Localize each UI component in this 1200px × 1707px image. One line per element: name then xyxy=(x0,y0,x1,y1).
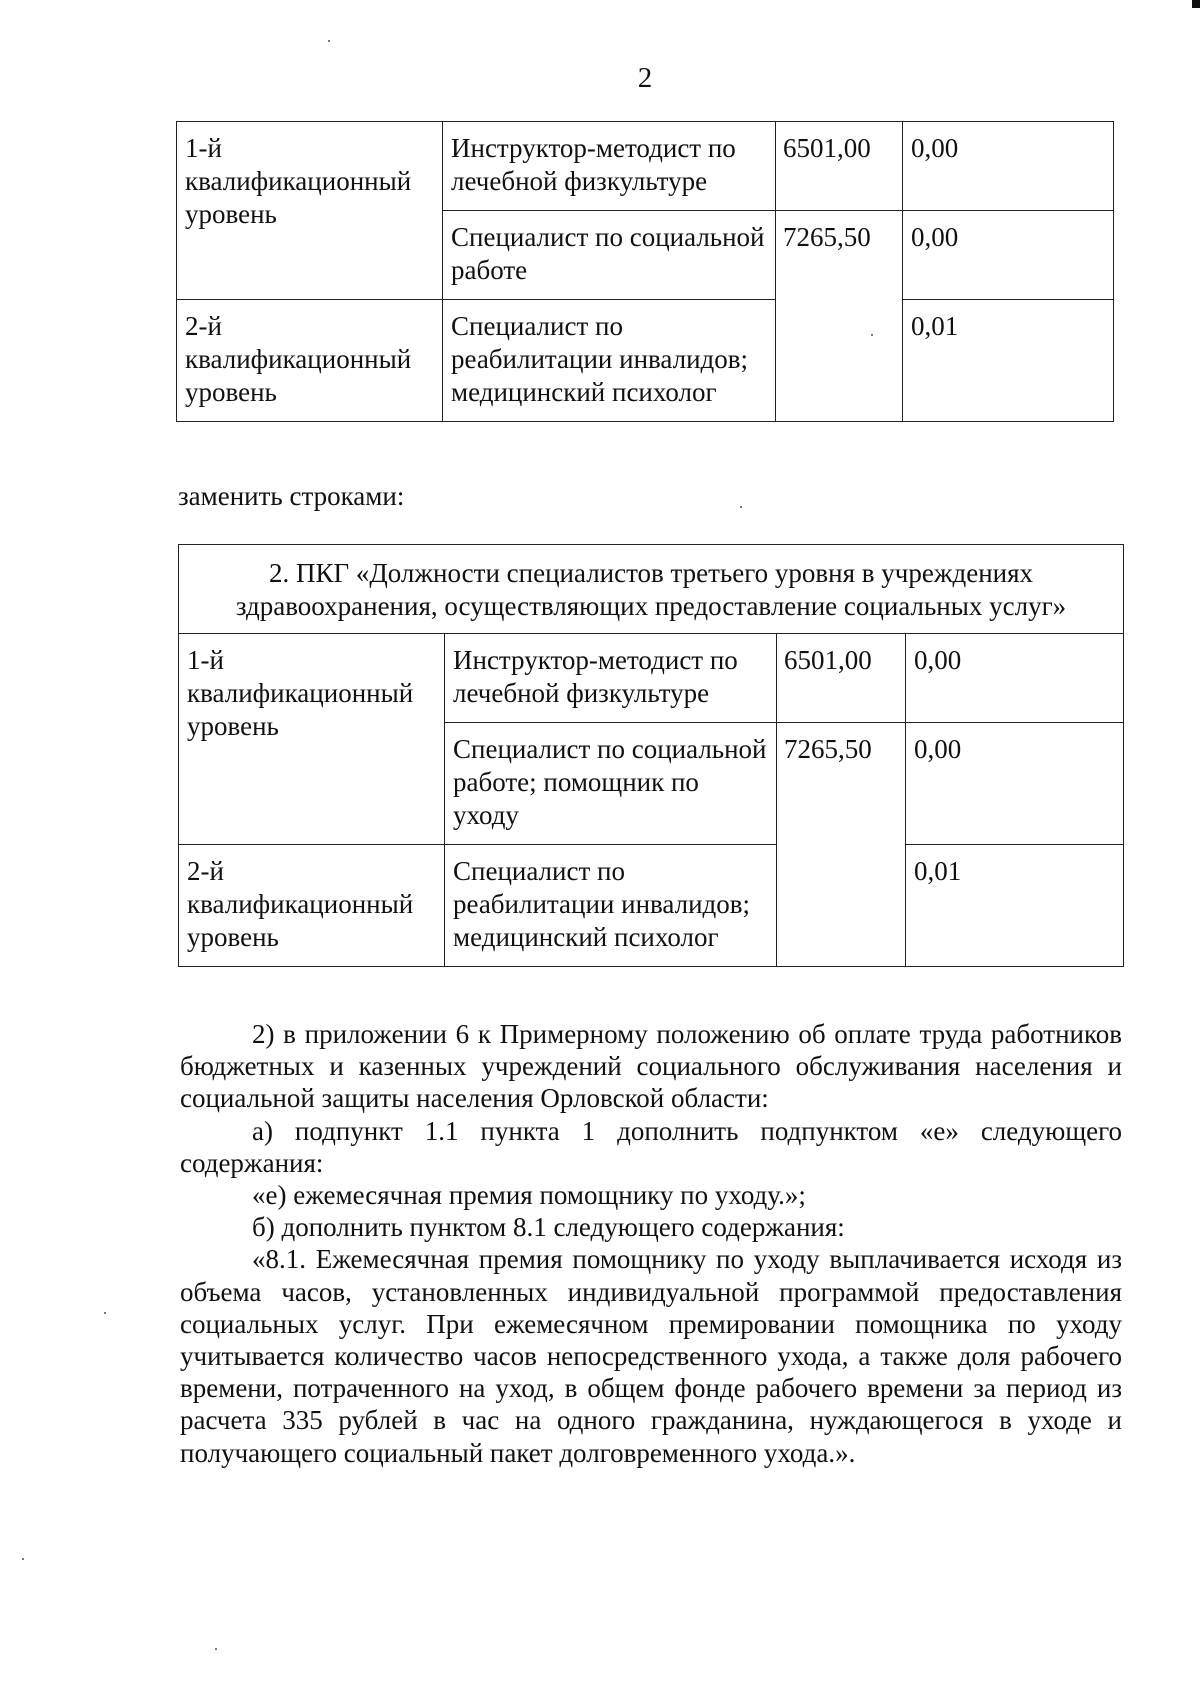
table-row xyxy=(177,300,1114,422)
salary-cell: 7265,50 xyxy=(777,723,906,967)
level-cell: 1-й квалификационный уровень xyxy=(177,122,443,300)
coefficient-cell: 0,00 xyxy=(906,634,1124,723)
scan-speck xyxy=(215,1648,217,1650)
position-cell: Специалист по социальной работе xyxy=(443,211,776,300)
amendment-paragraph: «е) ежемесячная премия помощнику по уходу.»; xyxy=(252,1180,806,1211)
page-number: 2 xyxy=(637,62,653,94)
coefficient-cell: 0,01 xyxy=(903,300,1114,422)
scan-speck xyxy=(871,334,873,336)
salary-cell: 7265,50 xyxy=(776,211,903,422)
scan-speck xyxy=(740,506,742,508)
coefficient-cell: 0,00 xyxy=(906,723,1124,845)
position-cell: Инструктор-методист по лечебной физкультуре xyxy=(443,122,776,211)
salary-cell: 6501,00 xyxy=(777,634,906,723)
position-cell: Инструктор-методист по лечебной физкультуре xyxy=(445,634,777,723)
table-header-row xyxy=(179,545,1124,634)
position-cell: Специалист по реабилитации инвалидов; медицинский психолог xyxy=(445,845,777,967)
level-cell: 2-й квалификационный уровень xyxy=(179,845,445,967)
amendment-paragraph: а) подпункт 1.1 пункта 1 дополнить подпунктом «е» следующего содержания: xyxy=(180,1115,1122,1178)
amendment-text xyxy=(180,1018,1122,1469)
old-rows-table xyxy=(176,121,1114,422)
replace-instruction: заменить строками: xyxy=(178,481,405,511)
amendment-paragraph: б) дополнить пунктом 8.1 следующего содержания: xyxy=(252,1212,845,1243)
coefficient-cell: 0,01 xyxy=(906,845,1124,967)
table-row xyxy=(177,122,1114,211)
coefficient-cell: 0,00 xyxy=(903,211,1114,300)
scan-speck xyxy=(328,40,330,42)
amendment-paragraph: 2) в приложении 6 к Примерному положению об оплате труда работников бюджетных и казенных учреждений социального обслуживания населения и социальной защиты населения Орловской области: xyxy=(180,1019,1122,1114)
table-row xyxy=(179,845,1124,967)
level-cell: 2-й квалификационный уровень xyxy=(177,300,443,422)
table-row xyxy=(179,634,1124,723)
scan-corner-mark xyxy=(1192,0,1200,8)
salary-cell: 6501,00 xyxy=(776,122,903,211)
amendment-paragraph: «8.1. Ежемесячная премия помощнику по уходу выплачивается исходя из объема часов, установленных индивидуальной программой предоставления социальных услуг. При ежемесячном премировании помощника по уходу учитывается количество часов непосредственного ухода, а также доля рабочего времени, потраченного на уход, в общем фонде рабочего времени за период из расчета 335 рублей в час на одного гражданина, нуждающегося в уходе и получающего социальный пакет долговременного ухода.». xyxy=(180,1244,1122,1468)
position-cell: Специалист по реабилитации инвалидов; медицинский психолог xyxy=(443,300,776,422)
level-cell: 1-й квалификационный уровень xyxy=(179,634,445,845)
scan-speck xyxy=(104,1312,106,1314)
new-rows-table xyxy=(178,544,1124,967)
position-cell: Специалист по социальной работе; помощник по уходу xyxy=(445,723,777,845)
scan-speck xyxy=(22,1558,24,1560)
coefficient-cell: 0,00 xyxy=(903,122,1114,211)
group-header: 2. ПКГ «Должности специалистов третьего уровня в учреждениях здравоохранения, осуществляющих предоставление социальных услуг» xyxy=(179,545,1124,634)
